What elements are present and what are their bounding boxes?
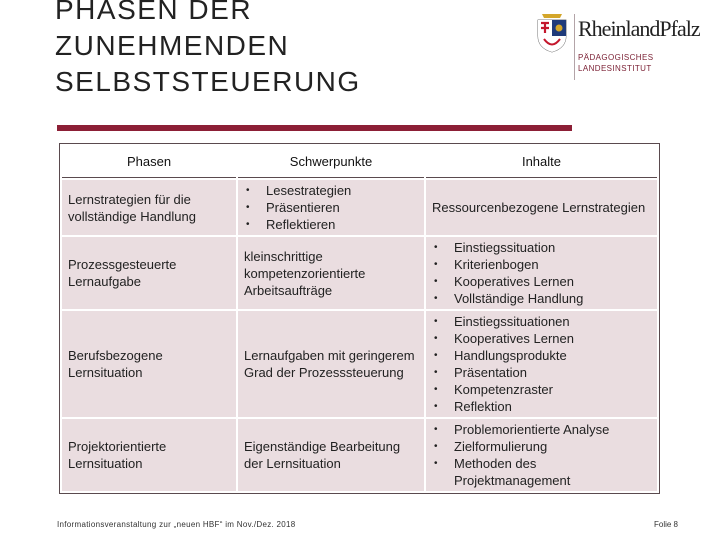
inhalte-cell bbox=[426, 237, 657, 309]
schwerpunkte-cell: kleinschrittige kompetenzorientierte Arbeitsaufträge bbox=[238, 237, 424, 309]
title-line-2: ZUNEHMENDEN bbox=[55, 30, 290, 61]
header-phasen: Phasen bbox=[62, 146, 236, 178]
list-item: • Reflektieren bbox=[244, 216, 418, 233]
list-item: • Präsentation bbox=[432, 364, 651, 381]
list-item: • Präsentieren bbox=[244, 199, 418, 216]
phase-cell: Lernstrategien für die vollständige Handlung bbox=[62, 180, 236, 235]
schwerpunkte-cell bbox=[238, 180, 424, 235]
page-number: Folie 8 bbox=[653, 520, 678, 529]
inhalte-cell bbox=[426, 419, 657, 491]
phases-table bbox=[59, 143, 660, 494]
table-row bbox=[62, 180, 657, 235]
schwerpunkte-cell: Eigenständige Bearbeitung der Lernsituation bbox=[238, 419, 424, 491]
list-item: • Reflektion bbox=[432, 398, 651, 415]
phase-cell: Projektorientierte Lernsituation bbox=[62, 419, 236, 491]
schwerpunkte-list bbox=[244, 182, 418, 233]
inhalte-cell bbox=[426, 311, 657, 417]
title-rule bbox=[57, 125, 572, 131]
coat-of-arms-icon bbox=[534, 10, 570, 54]
slide-title bbox=[55, 0, 361, 100]
list-item: • Handlungsprodukte bbox=[432, 347, 651, 364]
list-item: • Vollständige Handlung bbox=[432, 290, 651, 307]
header-schwerpunkte: Schwerpunkte bbox=[238, 146, 424, 178]
list-item: • Methoden des Projektmanagement bbox=[432, 455, 651, 489]
list-item: • Kooperatives Lernen bbox=[432, 330, 651, 347]
logo-subtitle bbox=[578, 52, 653, 74]
inhalte-list bbox=[432, 421, 651, 489]
schwerpunkte-cell: Lernaufgaben mit geringerem Grad der Prozesssteuerung bbox=[238, 311, 424, 417]
list-item: • Einstiegssituationen bbox=[432, 313, 651, 330]
phase-cell: Prozessgesteuerte Lernaufgabe bbox=[62, 237, 236, 309]
table-row bbox=[62, 311, 657, 417]
rlp-logo bbox=[534, 10, 706, 80]
inhalte-list bbox=[432, 239, 651, 307]
table-header-row bbox=[62, 146, 657, 178]
table-row bbox=[62, 237, 657, 309]
list-item: • Zielformulierung bbox=[432, 438, 651, 455]
header-inhalte: Inhalte bbox=[426, 146, 657, 178]
logo-divider bbox=[574, 14, 575, 80]
logo-subtitle-line-1: PÄDAGOGISCHES bbox=[578, 53, 654, 62]
list-item: • Lesestrategien bbox=[244, 182, 418, 199]
logo-name: RheinlandPfalz bbox=[578, 16, 700, 41]
list-item: • Problemorientierte Analyse bbox=[432, 421, 651, 438]
logo-subtitle-line-2: LANDESINSTITUT bbox=[578, 64, 652, 73]
table-row bbox=[62, 419, 657, 491]
list-item: • Kooperatives Lernen bbox=[432, 273, 651, 290]
phase-cell: Berufsbezogene Lernsituation bbox=[62, 311, 236, 417]
footer-text: Informationsveranstaltung zur „neuen HBF“ im Nov./Dez. 2018 bbox=[57, 520, 296, 529]
list-item: • Einstiegssituation bbox=[432, 239, 651, 256]
inhalte-list bbox=[432, 313, 651, 415]
title-line-1: PHASEN DER bbox=[55, 0, 253, 25]
list-item: • Kompetenzraster bbox=[432, 381, 651, 398]
list-item: • Kriterienbogen bbox=[432, 256, 651, 273]
inhalte-cell: Ressourcenbezogene Lernstrategien bbox=[426, 180, 657, 235]
title-line-3: SELBSTSTEUERUNG bbox=[55, 66, 361, 97]
